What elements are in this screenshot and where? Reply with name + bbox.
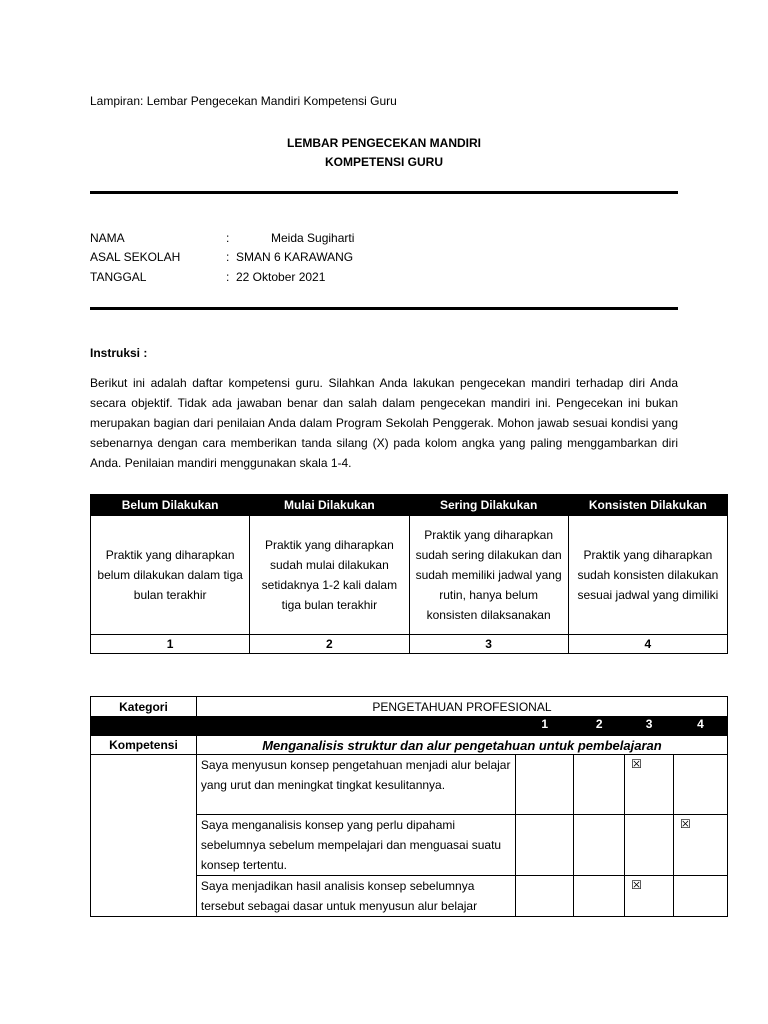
statement-text: Saya menjadikan hasil analisis konsep sebelumnya tersebut sebagai dasar untuk menyusun alur belajar: [196, 876, 515, 917]
scale-header-2: Mulai Dilakukan: [250, 495, 409, 516]
check-cell-3[interactable]: [625, 876, 674, 917]
school-label: ASAL SEKOLAH: [90, 250, 181, 264]
check-cell-1[interactable]: [516, 815, 574, 876]
statement-text: Saya menganalisis konsep yang perlu dipahami sebelumnya sebelum mempelajari dan menguasai suatu konsep tertentu.: [196, 815, 515, 876]
header-blank-1: [91, 717, 197, 736]
instructions-text: Berikut ini adalah daftar kompetensi guru. Silahkan Anda lakukan pengecekan mandiri terhadap diri Anda secara objektif. Tidak ada jawaban benar dan salah dalam pengecekan mandiri ini. Pengecekan ini bukan merupakan bagian dari penilaian Anda dalam Program Sekolah Penggerak. Mohon jawab sesuai kondisi yang sebenarnya dengan cara memberikan tanda silang (X) pada kolom angka yang paling menggambarkan diri Anda. Penilaian mandiri menggunakan skala 1-4.: [90, 376, 678, 470]
check-mark: ☒: [631, 757, 642, 771]
check-cell-4[interactable]: [674, 815, 728, 876]
scale-number-3: 3: [409, 635, 568, 654]
check-mark: ☒: [631, 878, 642, 892]
name-value: Meida Sugiharti: [271, 231, 355, 245]
attachment-line: Lampiran: Lembar Pengecekan Mandiri Kompetensi Guru: [90, 94, 397, 108]
check-cell-2[interactable]: [574, 815, 625, 876]
kompetensi-blank-cell: [91, 755, 197, 917]
title-line-1: LEMBAR PENGECEKAN MANDIRI: [286, 136, 481, 150]
school-colon: :: [226, 250, 230, 264]
check-cell-3[interactable]: [625, 755, 674, 815]
scale-header-3: Sering Dilakukan: [409, 495, 568, 516]
scale-number-4: 4: [568, 635, 727, 654]
date-label: TANGGAL: [90, 270, 147, 284]
kategori-value: PENGETAHUAN PROFESIONAL: [196, 697, 727, 717]
check-cell-4[interactable]: [674, 876, 728, 917]
statement-text: Saya menyusun konsep pengetahuan menjadi alur belajar yang urut dan meningkat tingkat kesulitannya.: [196, 755, 515, 815]
title-line-2: KOMPETENSI GURU: [324, 155, 443, 169]
scale-desc-1: Praktik yang diharapkan belum dilakukan dalam tiga bulan terakhir: [91, 516, 250, 635]
check-mark: ☒: [680, 817, 691, 831]
scale-desc-3: Praktik yang diharapkan sudah sering dilakukan dan sudah memiliki jadwal yang rutin, hanya belum konsisten dilaksanakan: [409, 516, 568, 635]
scale-number-2: 2: [250, 635, 409, 654]
kompetensi-label: Kompetensi: [91, 736, 197, 755]
header-blank-2: [196, 717, 515, 736]
column-number-2: 2: [574, 717, 625, 736]
scale-table: [90, 494, 728, 654]
name-colon: :: [226, 231, 230, 245]
column-number-3: 3: [625, 717, 674, 736]
kompetensi-value: Menganalisis struktur dan alur pengetahuan untuk pembelajaran: [196, 736, 727, 755]
scale-desc-4: Praktik yang diharapkan sudah konsisten dilakukan sesuai jadwal yang dimiliki: [568, 516, 727, 635]
column-number-1: 1: [516, 717, 574, 736]
scale-header-4: Konsisten Dilakukan: [568, 495, 727, 516]
date-value: 22 Oktober 2021: [236, 270, 326, 284]
check-cell-1[interactable]: [516, 876, 574, 917]
check-cell-1[interactable]: [516, 755, 574, 815]
divider-bottom: [90, 307, 678, 310]
check-cell-3[interactable]: [625, 815, 674, 876]
school-value: SMAN 6 KARAWANG: [236, 250, 354, 264]
scale-desc-2: Praktik yang diharapkan sudah mulai dilakukan setidaknya 1-2 kali dalam tiga bulan terakhir: [250, 516, 409, 635]
column-number-4: 4: [674, 717, 728, 736]
check-cell-2[interactable]: [574, 876, 625, 917]
competency-table: [90, 696, 728, 917]
check-cell-4[interactable]: [674, 755, 728, 815]
scale-header-1: Belum Dilakukan: [91, 495, 250, 516]
date-colon: :: [226, 270, 230, 284]
divider-top: [90, 191, 678, 194]
statement-row: [91, 755, 728, 815]
scale-number-1: 1: [91, 635, 250, 654]
check-cell-2[interactable]: [574, 755, 625, 815]
name-label: NAMA: [90, 231, 125, 245]
instructions-heading: Instruksi :: [90, 346, 148, 360]
kategori-label: Kategori: [91, 697, 197, 717]
